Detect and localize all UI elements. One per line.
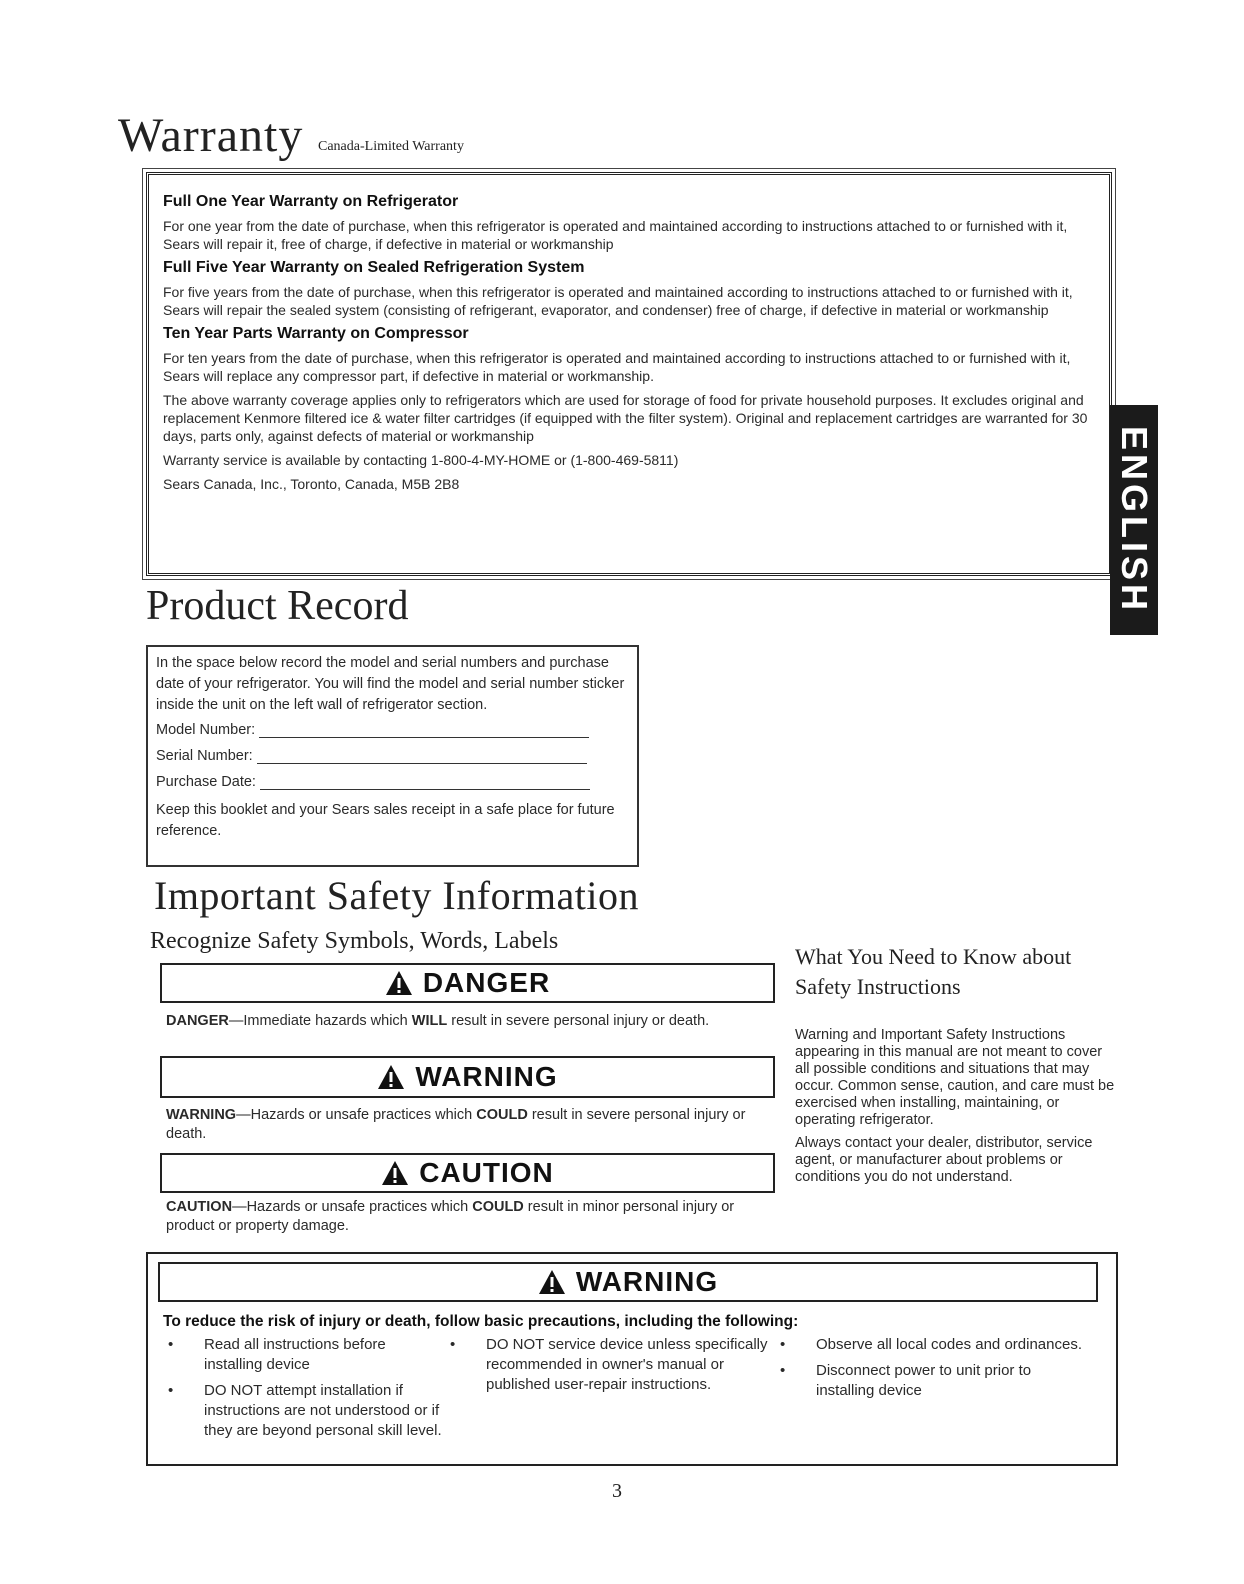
warranty-heading-five-year: Full Five Year Warranty on Sealed Refrigeration System xyxy=(163,259,585,276)
precaution-text: Read all instructions before installing device xyxy=(204,1336,386,1373)
serial-number-field xyxy=(156,748,627,764)
precaution-text: DO NOT service device unless specifically recommended in owner's manual or published user-repair instructions. xyxy=(486,1336,768,1393)
warning-description xyxy=(166,1106,786,1144)
model-number-label: Model Number: xyxy=(156,722,256,738)
precaution-item xyxy=(780,1335,1090,1355)
precaution-text: Observe all local codes and ordinances. xyxy=(816,1336,1082,1353)
warranty-coverage: The above warranty coverage applies only to refrigerators which are used for storage of food for private household purposes. It excludes original and replacement Kenmore filtered ice & water filter cartridges (if equipped with the filter system). Original and replacement cartridges are warranted for 30 days, parts only, against defects of material or workmanship xyxy=(163,392,1088,444)
model-number-field xyxy=(156,722,627,738)
recognize-title: Recognize Safety Symbols, Words, Labels xyxy=(150,928,559,954)
bullet-icon: • xyxy=(168,1382,174,1399)
caution-desc-b: result in minor personal injury or product or property damage. xyxy=(166,1199,735,1234)
warranty-text-one-year: For one year from the date of purchase, when this refrigerator is operated and maintained according to instructions attached to or furnished with it, Sears will repair it, free of charge, if defective in material or workmanship xyxy=(163,218,1068,252)
know-safety-text xyxy=(795,1027,1115,1192)
warning-triangle-icon xyxy=(377,1064,405,1090)
language-tab xyxy=(1110,405,1158,635)
product-record-title: Product Record xyxy=(146,583,409,629)
bottom-warning-triangle-icon xyxy=(538,1269,566,1295)
danger-emph: WILL xyxy=(411,1013,448,1029)
precautions-column-1 xyxy=(168,1335,448,1447)
bullet-icon: • xyxy=(780,1362,786,1379)
danger-label: DANGER xyxy=(422,967,551,998)
purchase-date-field xyxy=(156,774,627,790)
model-number-line xyxy=(259,723,589,738)
purchase-date-line xyxy=(260,775,590,790)
warranty-heading-one-year: Full One Year Warranty on Refrigerator xyxy=(163,193,459,210)
danger-description xyxy=(166,1012,766,1031)
precaution-text: Disconnect power to unit prior to installing device xyxy=(816,1362,1032,1399)
precaution-item xyxy=(168,1335,448,1375)
warning-word: WARNING xyxy=(166,1107,237,1123)
warning-desc-a: —Hazards or unsafe practices which xyxy=(236,1107,477,1123)
page-number: 3 xyxy=(612,1480,622,1502)
warranty-service: Warranty service is available by contacting 1-800-4-MY-HOME or (1-800-469-5811) xyxy=(163,452,679,468)
bottom-warning-banner xyxy=(158,1262,1098,1302)
warranty-title: Warranty xyxy=(118,109,304,162)
danger-banner xyxy=(160,963,775,1003)
know-safety-paragraph-1: Warning and Important Safety Instructions appearing in this manual are not meant to cover all possible conditions and situations that may occur. Common sense, caution, and care must be exercised when installing, maintaining, or operating refrigerator. xyxy=(795,1027,1115,1128)
precautions-column-2 xyxy=(450,1335,770,1401)
product-record-intro: In the space below record the model and serial numbers and purchase date of your refrigerator. You will find the model and serial number sticker inside the unit on the left wall of refrigerator section. xyxy=(156,655,625,713)
danger-desc-b: result in severe personal injury or death. xyxy=(447,1013,710,1029)
warranty-heading-ten-year: Ten Year Parts Warranty on Compressor xyxy=(163,325,469,342)
warranty-address: Sears Canada, Inc., Toronto, Canada, M5B 2B8 xyxy=(163,476,460,492)
know-safety-title: What You Need to Know about Safety Instructions xyxy=(795,944,1072,999)
caution-banner xyxy=(160,1153,775,1193)
serial-number-line xyxy=(257,749,587,764)
warranty-text-five-year: For five years from the date of purchase, when this refrigerator is operated and maintained according to instructions attached to or furnished with it, Sears will repair the sealed system (consisting of refrigerant, evaporator, and condenser) free of charge, if defective in material or workmanship xyxy=(163,284,1073,318)
purchase-date-label: Purchase Date: xyxy=(156,774,256,790)
caution-description xyxy=(166,1198,786,1236)
product-record-keep-note: Keep this booklet and your Sears sales receipt in a safe place for future reference. xyxy=(156,802,615,839)
warranty-text-ten-year: For ten years from the date of purchase, when this refrigerator is operated and maintained according to instructions attached to or furnished with it, Sears will replace any compressor part, if defective in material or workmanship. xyxy=(163,350,1071,384)
danger-desc-a: —Immediate hazards which xyxy=(228,1013,412,1029)
precaution-item xyxy=(780,1361,1090,1401)
precautions-column-3 xyxy=(780,1335,1090,1407)
caution-label: CAUTION xyxy=(419,1157,554,1188)
know-safety-paragraph-2: Always contact your dealer, distributor, service agent, or manufacturer about problems or conditions you do not understand. xyxy=(795,1135,1093,1185)
warning-emph: COULD xyxy=(476,1107,528,1123)
safety-title: Important Safety Information xyxy=(154,873,639,918)
bottom-warning-label: WARNING xyxy=(575,1266,719,1297)
caution-triangle-icon xyxy=(381,1160,409,1186)
caution-word: CAUTION xyxy=(166,1199,233,1215)
product-record-box xyxy=(146,645,639,867)
warranty-box xyxy=(146,172,1112,576)
language-tab-label: ENGLISH xyxy=(1114,425,1155,615)
caution-desc-a: —Hazards or unsafe practices which xyxy=(232,1199,473,1215)
bottom-warning-heading: To reduce the risk of injury or death, follow basic precautions, including the following: xyxy=(163,1313,799,1330)
danger-word: DANGER xyxy=(166,1013,229,1029)
serial-number-label: Serial Number: xyxy=(156,748,253,764)
precaution-text: DO NOT attempt installation if instructions are not understood or if they are beyond personal skill level. xyxy=(204,1382,442,1439)
precaution-item xyxy=(168,1381,448,1441)
bullet-icon: • xyxy=(168,1336,174,1353)
bullet-icon: • xyxy=(450,1336,456,1353)
warning-desc-b: result in severe personal injury or death. xyxy=(166,1107,746,1142)
warning-label: WARNING xyxy=(415,1061,558,1092)
warning-banner xyxy=(160,1056,775,1098)
caution-emph: COULD xyxy=(472,1199,524,1215)
precaution-item xyxy=(450,1335,770,1395)
bullet-icon: • xyxy=(780,1336,786,1353)
danger-warning-triangle-icon xyxy=(385,970,413,996)
warranty-subtitle: Canada-Limited Warranty xyxy=(318,139,464,154)
